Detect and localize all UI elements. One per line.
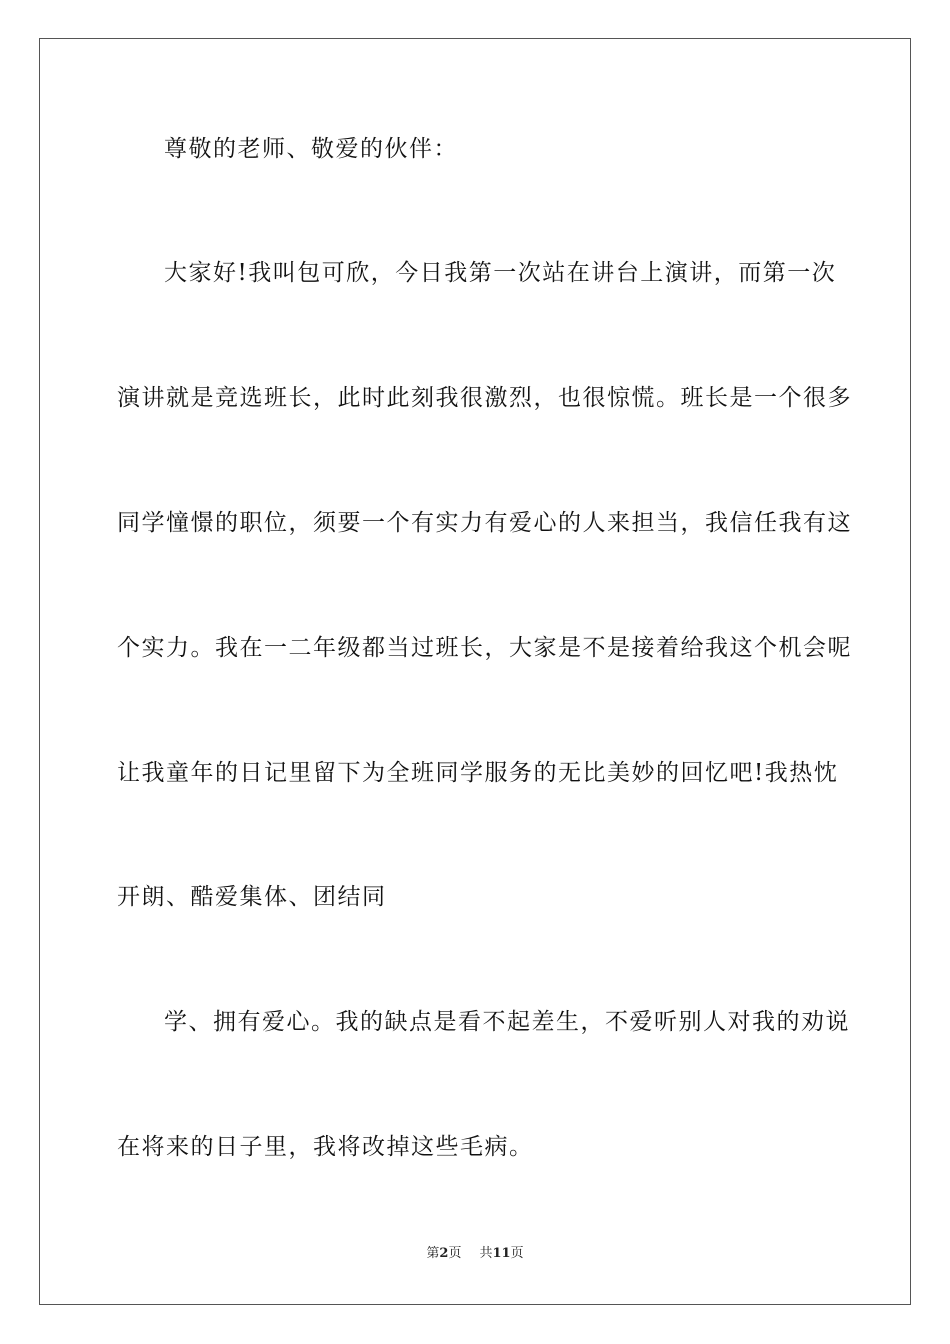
body-line-1: 大家好!我叫包可欣，今日我第一次站在讲台上演讲，而第一次 bbox=[164, 260, 837, 286]
page-prefix: 第 bbox=[426, 1246, 440, 1261]
body-line-7: 学、拥有爱心。我的缺点是看不起差生，不爱听别人对我的劝说 bbox=[164, 1009, 850, 1035]
body-line-2: 演讲就是竞选班长，此时此刻我很激烈，也很惊慌。班长是一个很多 bbox=[117, 385, 852, 411]
total-prefix: 共 bbox=[479, 1246, 493, 1261]
salutation-line: 尊敬的老师、敬爱的伙伴： bbox=[164, 136, 458, 162]
page-frame bbox=[39, 38, 911, 1305]
body-line-6: 开朗、酷爱集体、团结同 bbox=[117, 884, 387, 910]
total-pages: 11 bbox=[492, 1246, 511, 1261]
page-footer bbox=[0, 1245, 950, 1263]
page-suffix: 页 bbox=[448, 1246, 462, 1261]
body-line-8: 在将来的日子里，我将改掉这些毛病。 bbox=[117, 1134, 534, 1160]
body-line-5: 让我童年的日记里留下为全班同学服务的无比美妙的回忆吧!我热忱 bbox=[117, 760, 839, 786]
total-suffix: 页 bbox=[510, 1246, 524, 1261]
page-number: 2 bbox=[439, 1246, 449, 1261]
body-line-4: 个实力。我在一二年级都当过班长，大家是不是接着给我这个机会呢 bbox=[117, 635, 852, 661]
body-line-3: 同学憧憬的职位，须要一个有实力有爱心的人来担当，我信任我有这 bbox=[117, 510, 852, 536]
